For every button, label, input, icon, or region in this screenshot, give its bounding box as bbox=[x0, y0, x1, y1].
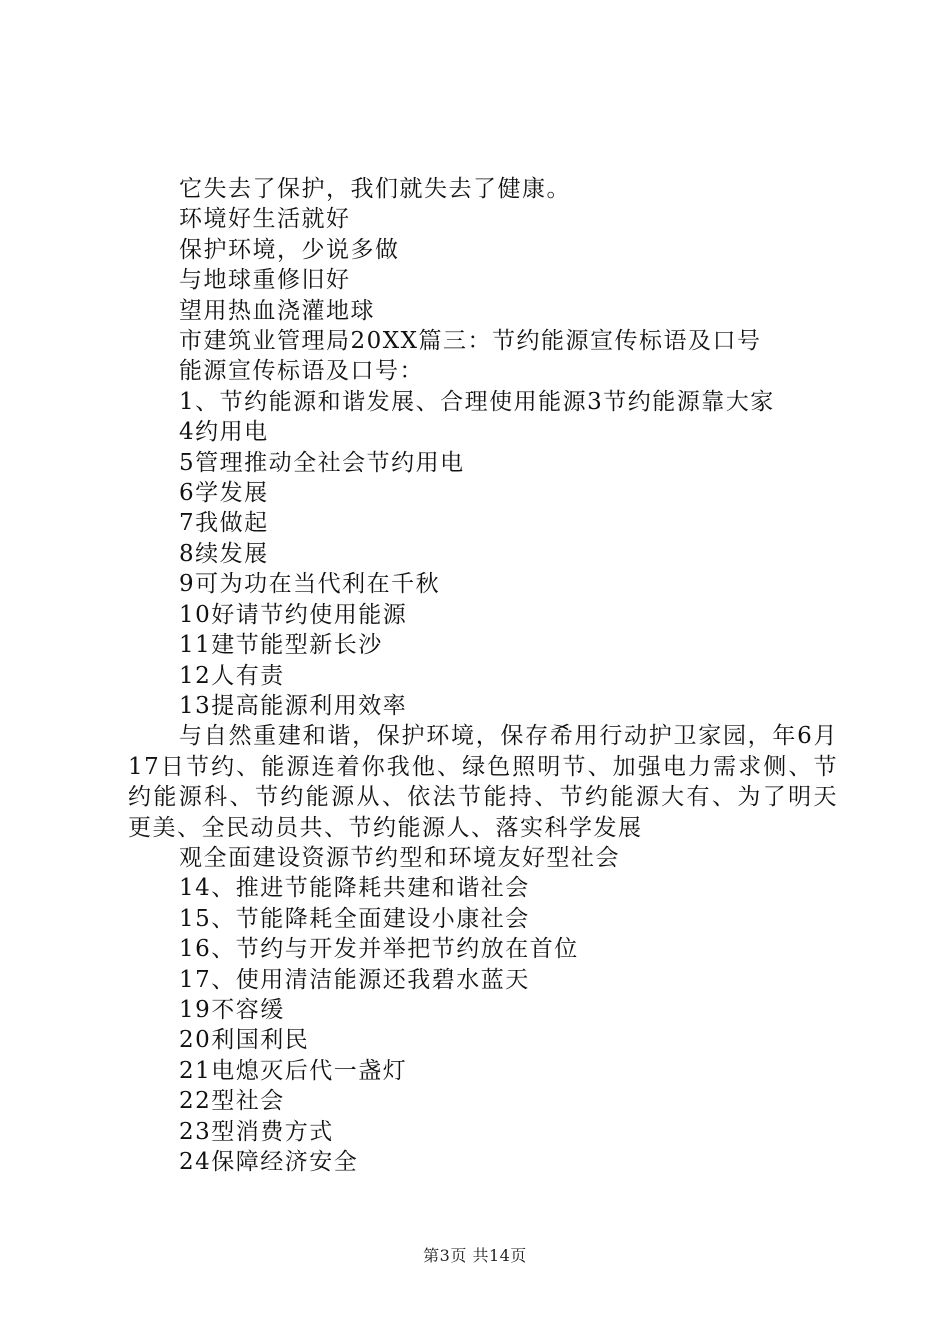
page-number-footer: 第3页 共14页 bbox=[423, 1246, 527, 1265]
list-item: 14、推进节能降耗共建和谐社会 bbox=[179, 875, 530, 902]
text-line: 保护环境，少说多做 bbox=[179, 236, 400, 263]
list-item: 4约用电 bbox=[179, 419, 269, 446]
document-body bbox=[128, 174, 838, 1177]
text-line: 环境好生活就好 bbox=[179, 206, 351, 233]
list-item: 5管理推动全社会节约用电 bbox=[179, 449, 465, 476]
list-item: 9可为功在当代利在千秋 bbox=[179, 571, 441, 598]
list-item: 23型消费方式 bbox=[179, 1118, 334, 1145]
list-item: 21电熄灭后代一盏灯 bbox=[179, 1057, 408, 1084]
body-paragraph: 与自然重建和谐，保护环境，保存希用行动护卫家园，年6月17日节约、能源连着你我他、绿色照明节、加强电力需求侧、节约能源科、节约能源从、依法节能持、节约能源大有、为了明天更美、全民动员共、节约能源人、落实科学发展 bbox=[128, 723, 838, 841]
list-item: 8续发展 bbox=[179, 540, 269, 567]
text-line: 与地球重修旧好 bbox=[179, 267, 351, 294]
list-item: 17、使用清洁能源还我碧水蓝天 bbox=[179, 966, 530, 993]
list-item: 19不容缓 bbox=[179, 996, 285, 1023]
text-block-bottom bbox=[128, 843, 838, 1177]
list-item: 16、节约与开发并举把节约放在首位 bbox=[179, 936, 579, 963]
list-item: 15、节能降耗全面建设小康社会 bbox=[179, 905, 530, 932]
list-item: 13提高能源利用效率 bbox=[179, 692, 408, 719]
text-line: 它失去了保护，我们就失去了健康。 bbox=[179, 176, 571, 202]
list-item: 11建节能型新长沙 bbox=[179, 632, 383, 659]
text-block-top bbox=[128, 174, 838, 721]
list-item: 7我做起 bbox=[179, 510, 269, 537]
list-item: 1、节约能源和谐发展、合理使用能源3节约能源靠大家 bbox=[179, 388, 775, 415]
text-line: 观全面建设资源节约型和环境友好型社会 bbox=[179, 844, 620, 871]
list-item: 20利国利民 bbox=[179, 1027, 310, 1054]
list-item: 6学发展 bbox=[179, 480, 269, 507]
text-line: 望用热血浇灌地球 bbox=[179, 297, 375, 324]
list-item: 22型社会 bbox=[179, 1088, 285, 1115]
list-item: 12人有责 bbox=[179, 662, 285, 689]
list-item: 10好请节约使用能源 bbox=[179, 601, 408, 628]
text-line: 能源宣传标语及口号： bbox=[179, 358, 424, 385]
section-heading-line: 市建筑业管理局20XX篇三：节约能源宣传标语及口号 bbox=[179, 328, 762, 355]
list-item: 24保障经济安全 bbox=[179, 1149, 359, 1175]
